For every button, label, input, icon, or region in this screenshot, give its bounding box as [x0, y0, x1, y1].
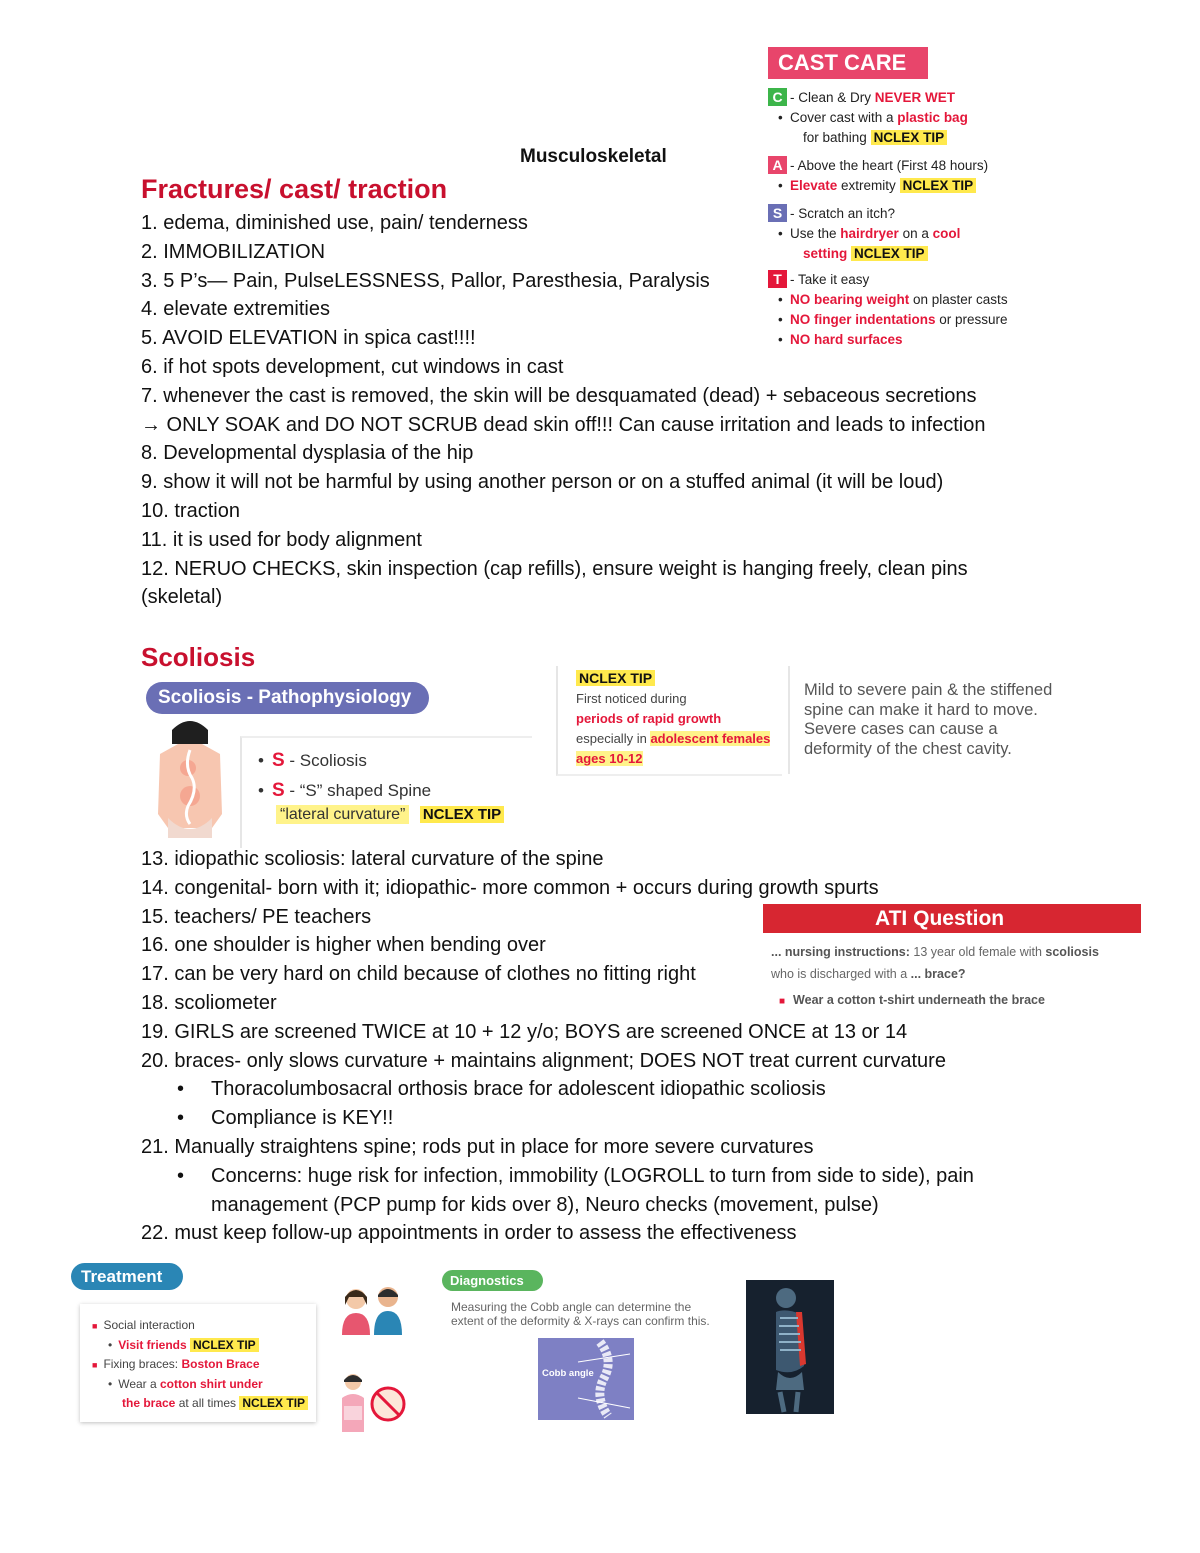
- treatment-card: ■ Social interaction • Visit friends NCLEX TIP ■ Fixing braces: Boston Brace • Wear a cotton shirt under the brace at all times NCLEX TIP: [80, 1304, 316, 1422]
- nclex-tip-badge: NCLEX TIP: [851, 246, 928, 261]
- letter-t-badge: T: [768, 270, 787, 288]
- nclex-tip-badge: NCLEX TIP: [576, 670, 655, 686]
- list-item: 6. if hot spots development, cut windows in cast: [141, 355, 564, 378]
- cast-care-box: C - Clean & Dry NEVER WET • Cover cast with a plastic bag for bathing NCLEX TIP A - Above the heart (First 48 hours) • Elevate extremity NCLEX TIP S - Scratch an itch? • Use the hairdryer on a cool setting NCLEX TIP T - Take it easy • NO bearing weight on plaster casts • NO finger indentations or pressure • NO hard surfaces: [768, 88, 1068, 350]
- list-item: 18. scoliometer: [141, 991, 277, 1014]
- ati-question-body: ... nursing instructions: 13 year old female with scoliosis who is discharged with a ... brace? ■ Wear a cotton t-shirt underneath the brace: [771, 945, 1099, 1007]
- list-item: 10. traction: [141, 499, 240, 522]
- list-item: 1. edema, diminished use, pain/ tenderness: [141, 212, 528, 234]
- severity-note: Mild to severe pain & the stiffened spine can make it hard to move. Severe cases can cause a deformity of the chest cavity.: [788, 666, 1052, 774]
- diagnostics-text: Measuring the Cobb angle can determine the extent of the deformity & X-rays can confirm this.: [451, 1300, 710, 1328]
- nclex-tip-badge: NCLEX TIP: [420, 806, 504, 823]
- list-item: • Compliance is KEY!!: [141, 1104, 974, 1133]
- ati-question-title: ATI Question: [763, 904, 1141, 933]
- list-item: 8. Developmental dysplasia of the hip: [141, 442, 474, 465]
- page-title: Musculoskeletal: [520, 146, 667, 167]
- friends-illustration: [336, 1283, 412, 1335]
- cobb-angle-illustration: [538, 1338, 634, 1420]
- nclex-growth-box: NCLEX TIP First noticed during periods of rapid growth especially in adolescent females ages 10-12: [556, 666, 782, 776]
- list-item: 20. braces- only slows curvature + maintains alignment; DOES NOT treat current curvature: [141, 1049, 946, 1072]
- list-item: 4. elevate extremities: [141, 298, 330, 321]
- list-item: 5. AVOID ELEVATION in spica cast!!!!: [141, 327, 476, 350]
- letter-a-badge: A: [768, 156, 787, 174]
- list-item: 14. congenital- born with it; idiopathic- more common + occurs during growth spurts: [141, 876, 879, 899]
- list-item: 7. whenever the cast is removed, the skin will be desquamated (dead) + sebaceous secretions: [141, 384, 977, 407]
- list-item: 9. show it will not be harmful by using another person or on a stuffed animal (it will be loud): [141, 471, 944, 494]
- diagnostics-label: Diagnostics: [442, 1270, 543, 1291]
- s-shaped-spine-box: • S - Scoliosis • S - “S” shaped Spine “lateral curvature” NCLEX TIP: [240, 736, 532, 848]
- scoliosis-heading: Scoliosis: [141, 642, 256, 672]
- letter-s-badge: S: [768, 204, 787, 222]
- fractures-heading: Fractures/ cast/ traction: [141, 174, 448, 204]
- list-item: 15. teachers/ PE teachers: [141, 905, 372, 928]
- list-item: (skeletal): [141, 586, 223, 609]
- list-item: 13. idiopathic scoliosis: lateral curvature of the spine: [141, 848, 604, 870]
- list-item: • Concerns: huge risk for infection, immobility (LOGROLL to turn from side to side), pain: [141, 1162, 974, 1191]
- letter-c-badge: C: [768, 88, 787, 106]
- list-item: 12. NERUO CHECKS, skin inspection (cap refills), ensure weight is hanging freely, clean pins: [141, 557, 968, 580]
- cast-care-title: CAST CARE: [768, 47, 928, 79]
- list-item: → ONLY SOAK and DO NOT SCRUB dead skin off!!! Can cause irritation and leads to infection: [141, 413, 986, 436]
- nclex-tip-badge: NCLEX TIP: [239, 1396, 308, 1410]
- pathophysiology-label: Scoliosis - Pathophysiology: [146, 682, 429, 714]
- nclex-tip-badge: NCLEX TIP: [190, 1338, 259, 1352]
- list-item: 3. 5 P’s— Pain, PulseLESSNESS, Pallor, Paresthesia, Paralysis: [141, 269, 710, 292]
- list-item: 19. GIRLS are screened TWICE at 10 + 12 y/o; BOYS are screened ONCE at 13 or 14: [141, 1020, 908, 1043]
- spine-back-illustration: [150, 718, 230, 844]
- list-item: 16. one shoulder is higher when bending over: [141, 934, 546, 957]
- list-item: 17. can be very hard on child because of clothes no fitting right: [141, 963, 696, 986]
- treatment-label: Treatment: [71, 1263, 183, 1290]
- spine-xray-illustration: [746, 1280, 834, 1414]
- list-item: 21. Manually straightens spine; rods put in place for more severe curvatures: [141, 1135, 814, 1158]
- list-item: 2. IMMOBILIZATION: [141, 240, 326, 263]
- brace-shirt-illustration: [338, 1372, 408, 1434]
- list-item: 22. must keep follow-up appointments in order to assess the effectiveness: [141, 1222, 797, 1245]
- list-item: management (PCP pump for kids over 8), Neuro checks (movement, pulse): [211, 1193, 879, 1216]
- list-item: 11. it is used for body alignment: [141, 528, 422, 551]
- nclex-tip-badge: NCLEX TIP: [871, 130, 948, 145]
- list-item: • Thoracolumbosacral orthosis brace for adolescent idiopathic scoliosis: [141, 1075, 974, 1104]
- nclex-tip-badge: NCLEX TIP: [900, 178, 977, 193]
- cobb-angle-label: Cobb angle: [542, 1368, 594, 1379]
